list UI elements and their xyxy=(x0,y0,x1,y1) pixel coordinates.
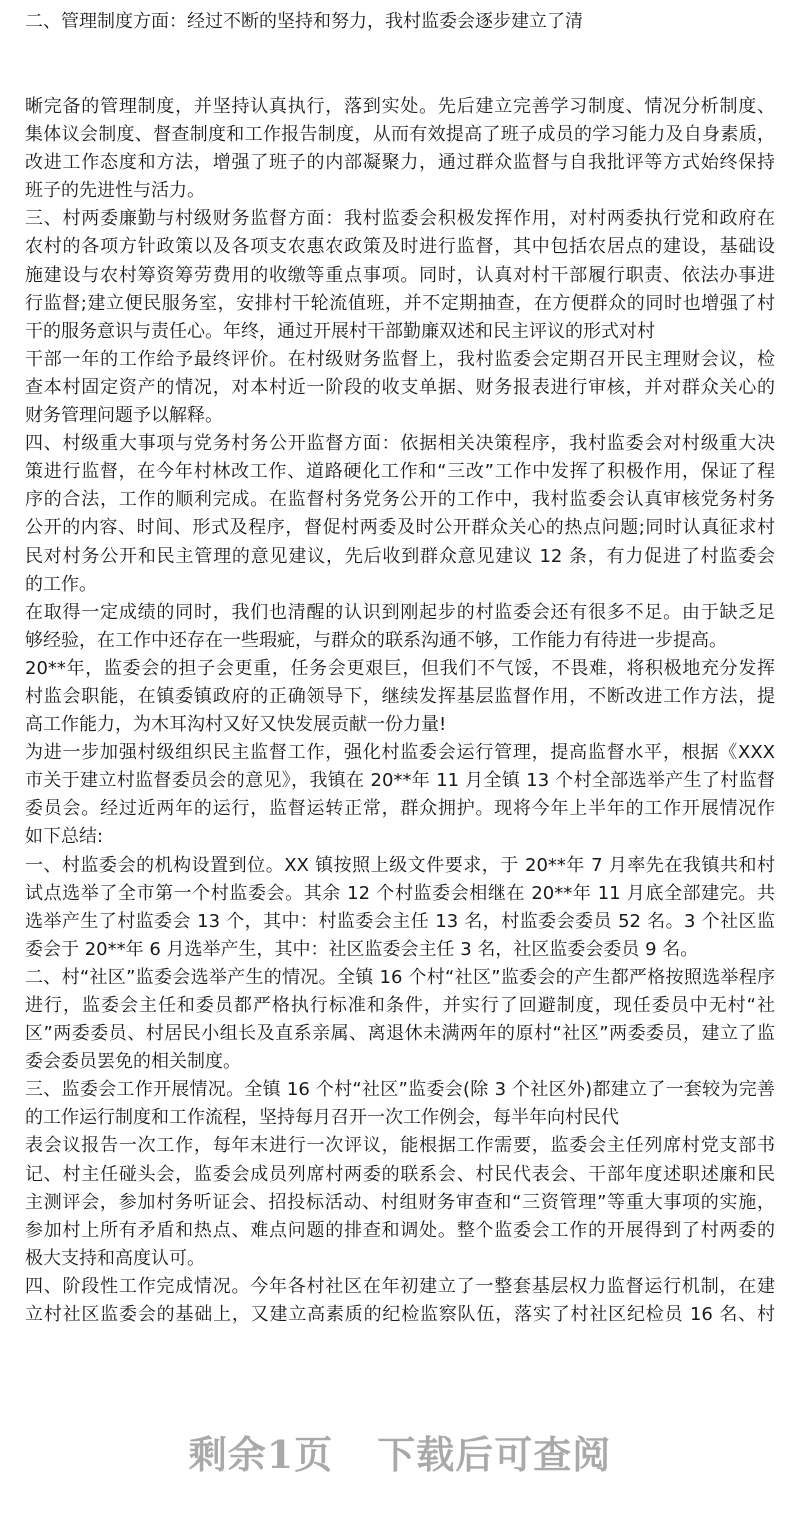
paragraph-line: 公开的内容、时间、形式及程序，督促村两委及时公开群众关心的热点问题;同时认真征求村 xyxy=(25,517,775,539)
paragraph-line: 为进一步加强村级组织民主监督工作，强化村监委会运行管理，提高监督水平，根据《XXX xyxy=(25,742,775,764)
paragraph xyxy=(25,1076,775,1132)
paragraph-line: 查本村固定资产的情况，对本村近一阶段的收支单据、财务报表进行审核，并对群众关心的 xyxy=(25,376,775,398)
paragraph-line: 四、村级重大事项与党务村务公开监督方面：依据相关决策程序，我村监委会对村级重大决 xyxy=(25,433,775,455)
paragraph-line: 高工作能力，为木耳沟村又好又快发展贡献一份力量! xyxy=(25,714,447,736)
paragraph xyxy=(25,739,775,851)
paragraph-line: 二、管理制度方面：经过不断的坚持和努力，我村监委会逐步建立了清 xyxy=(25,11,583,32)
paragraph-line: 改进工作态度和方法，增强了班子的内部凝聚力，通过群众监督与自我批评等方式始终保持 xyxy=(25,152,775,174)
paragraph-line: 如下总结: xyxy=(25,826,104,848)
paragraph-line: 委会于 20**年 6 月选举产生，其中：社区监委会主任 3 名，社区监委会委员 9 名。 xyxy=(25,938,699,960)
paragraph xyxy=(25,964,775,1076)
paragraph-line: 二、村“社区”监委会选举产生的情况。全镇 16 个村“社区”监委会的产生都严格按照选举程序 xyxy=(25,966,775,988)
paragraph xyxy=(25,430,775,599)
paragraph xyxy=(25,205,775,345)
paragraph-line: 农村的各项方针政策以及各项支农惠农政策及时进行监督，其中包括农居点的建设，基础设 xyxy=(25,236,775,258)
paragraph-line: 委员会。经过近两年的运行，监督运转正常，群众拥护。现将今年上半年的工作开展情况作 xyxy=(25,798,775,820)
paragraph-line: 表会议报告一次工作，每年末进行一次评议，能根据工作需要，监委会主任列席村党支部书 xyxy=(25,1135,775,1157)
download-to-view-label[interactable]: 下载后可查阅 xyxy=(377,1432,612,1477)
paragraph-line: 参加村上所有矛盾和热点、难点问题的排查和调处。整个监委会工作的开展得到了村两委的 xyxy=(25,1219,775,1241)
paragraph-line: 够经验，在工作中还存在一些瑕疵，与群众的联系沟通不够，工作能力有待进一步提高。 xyxy=(25,629,727,651)
paragraph xyxy=(25,93,775,205)
paragraph-line: 在取得一定成绩的同时，我们也清醒的认识到刚起步的村监委会还有很多不足。由于缺乏足 xyxy=(25,601,775,623)
paragraph-line: 行监督;建立便民服务室，安排村干轮流值班，并不定期抽查，在方便群众的同时也增强了村 xyxy=(25,292,775,314)
paragraph-line: 财务管理问题予以解释。 xyxy=(25,405,223,427)
paragraph-line: 集体议会制度、督查制度和工作报告制度，从而有效提高了班子成员的学习能力及自身素质， xyxy=(25,124,775,146)
paragraph-line: 一、村监委会的机构设置到位。XX 镇按照上级文件要求，于 20**年 7 月率先在我镇共和村 xyxy=(25,854,775,876)
paragraph-line: 民对村务公开和民主管理的意见建议，先后收到群众意见建议 12 条，有力促进了村监委会 xyxy=(25,545,775,567)
paragraph-line: 策进行监督，在今年村林改工作、道路硬化工作和“三改”工作中发挥了积极作用，保证了程 xyxy=(25,461,775,483)
paragraph-line: 选举产生了村监委会 13 个，其中：村监委会主任 13 名，村监委会委员 52 名。3 个社区监 xyxy=(25,910,775,932)
paragraph-line: 主测评会，参加村务听证会、招投标活动、村组财务审查和“三资管理”等重大事项的实施， xyxy=(25,1191,775,1213)
paragraph-line: 三、监委会工作开展情况。全镇 16 个村“社区”监委会(除 3 个社区外)都建立了一套较为完善 xyxy=(25,1079,775,1101)
paragraph-line: 的工作运行制度和工作流程，坚持每月召开一次工作例会，每半年向村民代 xyxy=(25,1107,619,1129)
paragraph-line: 干的服务意识与责任心。年终，通过开展村干部勤廉双述和民主评议的形式对村 xyxy=(25,320,655,342)
paragraph-line: 极大支持和高度认可。 xyxy=(25,1247,205,1269)
download-prompt[interactable] xyxy=(0,1424,800,1479)
paragraph xyxy=(25,852,775,964)
remaining-pages-label: 剩余1页 xyxy=(188,1432,334,1477)
paragraph xyxy=(25,1132,775,1272)
paragraph-line: 施建设与农村筹资筹劳费用的收缴等重点事项。同时，认真对村干部履行职责、依法办事进 xyxy=(25,264,775,286)
paragraph-line: 晰完备的管理制度，并坚持认真执行，落到实处。先后建立完善学习制度、情况分析制度、 xyxy=(25,96,775,117)
paragraph-line: 四、阶段性工作完成情况。今年各村社区在年初建立了一整套基层权力监督运行机制，在建 xyxy=(25,1275,775,1297)
paragraph-line: 记、村主任碰头会，监委会成员列席村两委的联系会、村民代表会、干部年度述职述廉和民 xyxy=(25,1163,775,1185)
paragraph-line: 20**年，监委会的担子会更重，任务会更艰巨，但我们不气馁，不畏难，将积极地充分发挥 xyxy=(25,657,775,679)
paragraph-line: 市关于建立村监督委员会的意见》，我镇在 20**年 11 月全镇 13 个村全部选举产生了村监督 xyxy=(25,770,775,792)
paragraph-line: 序的合法，工作的顺利完成。在监督村务党务公开的工作中，我村监委会认真审核党务村务 xyxy=(25,489,775,511)
paragraph-line: 区”两委委员、村居民小组长及直系亲属、离退休未满两年的原村“社区”两委委员，建立了监 xyxy=(25,1023,775,1045)
document-body xyxy=(25,93,775,1329)
paragraph-line: 进行，监委会主任和委员都严格执行标准和条件，并实行了回避制度，现任委员中无村“社 xyxy=(25,995,775,1016)
paragraph xyxy=(25,599,775,655)
paragraph-line: 干部一年的工作给予最终评价。在村级财务监督上，我村监委会定期召开民主理财会议，检 xyxy=(25,348,775,370)
paragraph-line: 的工作。 xyxy=(25,573,97,595)
paragraph xyxy=(25,346,775,430)
paragraph xyxy=(25,655,775,739)
paragraph-line: 委会委员罢免的相关制度。 xyxy=(25,1051,241,1073)
paragraph-line: 试点选举了全市第一个村监委会。其余 12 个村监委会相继在 20**年 11 月底全部建完。共 xyxy=(25,882,775,904)
paragraph xyxy=(25,1273,775,1329)
paragraph-line: 村监会职能，在镇委镇政府的正确领导下，继续发挥基层监督作用，不断改进工作方法，提 xyxy=(25,685,775,707)
paragraph-line: 班子的先进性与活力。 xyxy=(25,180,205,202)
paragraph-line: 立村社区监委会的基础上，又建立高素质的纪检监察队伍，落实了村社区纪检员 16 名、村 xyxy=(25,1304,775,1326)
paragraph-line: 三、村两委廉勤与村级财务监督方面：我村监委会积极发挥作用，对村两委执行党和政府在 xyxy=(25,208,775,230)
